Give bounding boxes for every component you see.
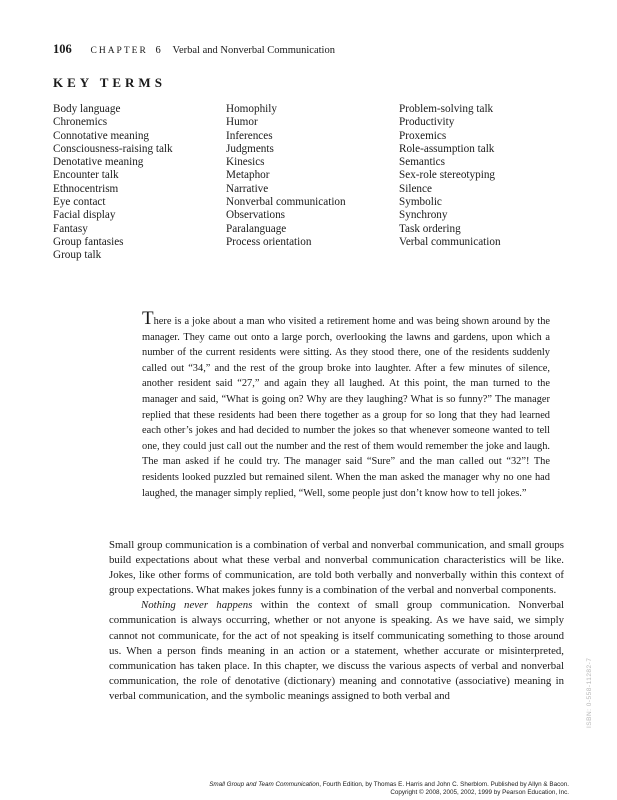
- key-term: Verbal communication: [399, 235, 501, 248]
- key-term: Observations: [226, 209, 286, 222]
- key-term: Silence: [399, 182, 432, 195]
- key-term: Kinesics: [226, 156, 265, 169]
- key-term: Judgments: [226, 142, 274, 155]
- key-term: Sex-role stereotyping: [399, 169, 496, 182]
- publication-info: , Fourth Edition, by Thomas E. Harris and John C. Sherblom. Published by Allyn & Bacon.: [319, 781, 569, 788]
- key-term: Problem-solving talk: [399, 103, 494, 115]
- key-term: Homophily: [226, 103, 277, 115]
- key-term: Ethnocentrism: [53, 182, 119, 195]
- body-paragraph-2: [109, 598, 564, 704]
- chapter-number: 6: [155, 45, 161, 56]
- key-term: Synchrony: [399, 209, 448, 222]
- key-term: Role-assumption talk: [399, 142, 495, 155]
- key-term: Nonverbal communication: [226, 196, 346, 209]
- key-term: Connotative meaning: [53, 129, 150, 142]
- key-terms-column-3: [399, 103, 501, 249]
- key-term: Group talk: [53, 249, 102, 262]
- key-term: Productivity: [399, 116, 455, 129]
- key-term: Denotative meaning: [53, 156, 144, 169]
- emphasis-phrase: Nothing never happens: [141, 599, 253, 612]
- key-term: Process orientation: [226, 235, 312, 248]
- key-terms-column-1: [53, 103, 173, 263]
- key-term: Narrative: [226, 182, 269, 195]
- paragraph-2-text: within the context of small group communication. Nonverbal communication is always occurring, whether or not anyone is speaking. As we have said, we simply cannot not communicate, for the act of not speaking is itself communicating something to those around us. When a person finds meaning in an action or a statement, whether accurate or misinterpreted, communication has taken place. In this chapter, we discuss the various aspects of verbal and nonverbal communication, the role of denotative (dictionary) meaning and connotative (associative) meaning in verbal communication, and the symbolic meanings assigned to both verbal and: [109, 599, 564, 702]
- key-term: Eye contact: [53, 196, 106, 209]
- footer-line-1: [209, 781, 569, 789]
- book-title: Small Group and Team Communication: [209, 781, 320, 788]
- key-term: Task ordering: [399, 222, 461, 235]
- key-term: Semantics: [399, 156, 445, 169]
- key-term: Encounter talk: [53, 169, 119, 182]
- key-term: Humor: [226, 116, 258, 129]
- opening-story: [142, 308, 550, 501]
- key-term: Consciousness-raising talk: [53, 142, 173, 155]
- key-term: Metaphor: [226, 169, 270, 182]
- chapter-label: CHAPTER: [90, 46, 148, 56]
- drop-cap: T: [142, 308, 154, 329]
- key-term: Proxemics: [399, 129, 447, 142]
- key-term: Paralanguage: [226, 222, 287, 235]
- chapter-title: Verbal and Nonverbal Communication: [172, 45, 335, 56]
- key-term: Chronemics: [53, 116, 108, 129]
- page-number: 106: [53, 42, 72, 56]
- key-terms-heading: KEY TERMS: [53, 75, 166, 90]
- footer-line-2: Copyright © 2008, 2005, 2002, 1999 by Pearson Education, Inc.: [390, 789, 569, 796]
- key-term: Symbolic: [399, 196, 442, 209]
- isbn-watermark: ISBN: 0-558-11282-7: [586, 657, 593, 728]
- key-term: Fantasy: [53, 222, 88, 235]
- body-text: [109, 538, 564, 704]
- key-terms-column-2: [226, 103, 346, 249]
- key-term: Inferences: [226, 129, 273, 142]
- copyright-footer: [209, 781, 569, 797]
- key-term: Facial display: [53, 209, 116, 222]
- body-paragraph-1: Small group communication is a combination of verbal and nonverbal communication, and small groups build expectations about what these verbal and nonverbal communication characteristics will be like. Jokes, like other forms of communication, are told both verbally and nonverbally within this context of group expectations. What makes jokes funny is a combination of the verbal and nonverbal components.: [109, 539, 564, 597]
- story-text: here is a joke about a man who visited a retirement home and was being shown around by the manager. They came out onto a large porch, overlooking the lawns and gardens, upon which a number of the current residents were sitting. As they stood there, one of the residents suddenly called out “34,” and the rest of the group broke into laughter. After a few minutes of silence, another resident said “27,” and again they all laughed. At this point, the man turned to the manager and said, “What is going on? Why are they laughing? What is so funny?” The manager replied that these residents had been there together as a group for so long that they had learned each other’s jokes and had decided to number the jokes so that whenever someone wanted to tell one, they could just call out the number and the rest of them would remember the joke and laugh. The man asked if he could try. The manager said “Sure” and the man called out “32”! The residents looked puzzled but remained silent. When the man asked the manager why no one had laughed, the manager simply replied, “Well, some people just don’t know how to tell jokes.”: [142, 316, 550, 499]
- key-term: Group fantasies: [53, 235, 124, 248]
- key-term: Body language: [53, 103, 121, 115]
- running-header: [53, 42, 335, 57]
